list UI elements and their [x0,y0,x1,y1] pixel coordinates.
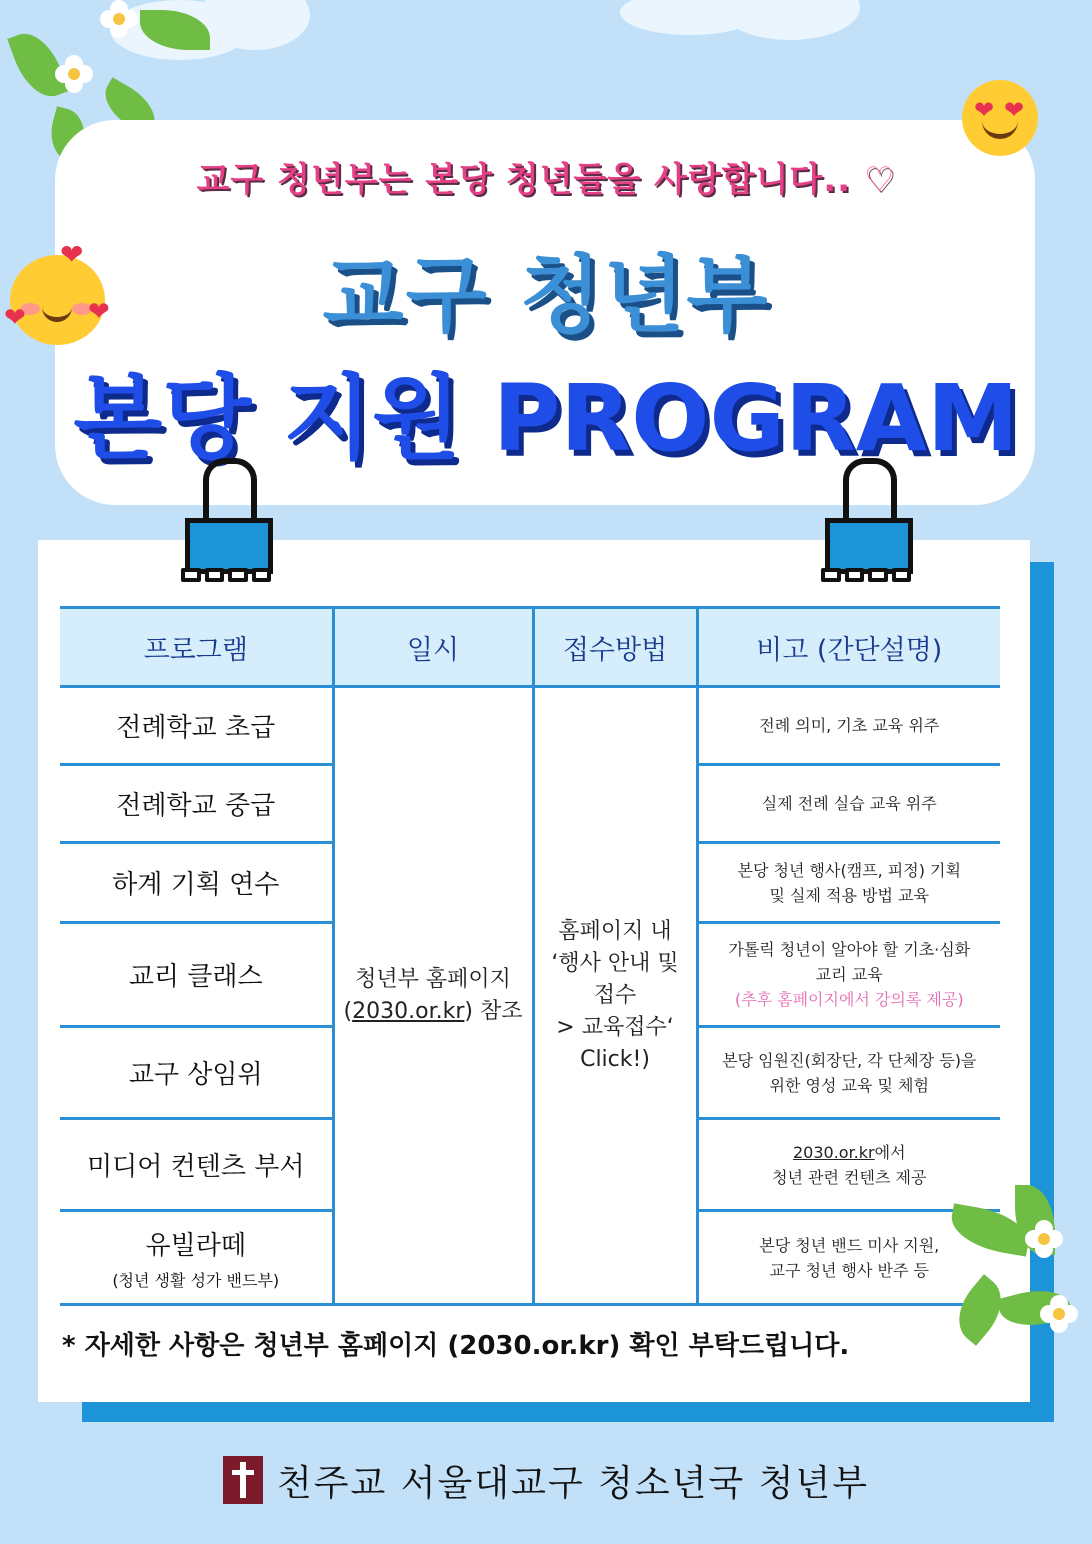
flower-decoration [1040,1295,1078,1333]
heart-eyes-emoji-icon: ❤ ❤ [962,80,1038,156]
flower-decoration [1025,1220,1063,1258]
registration-line: 접수 [593,982,637,1008]
registration-line: ‘행사 안내 및 [551,950,679,976]
program-note: 본당 임원진(회장단, 각 단체장 등)을 위한 영성 교육 및 체험 [697,1027,1000,1119]
program-name-cell [60,1211,333,1305]
program-name: 전례학교 초급 [60,687,333,765]
program-name: 교구 상임위 [60,1027,333,1119]
program-name: 교리 클래스 [60,923,333,1027]
program-name: 미디어 컨텐츠 부서 [60,1119,333,1211]
subtitle-text: 교구 청년부는 본당 청년들을 사랑합니다.. [196,160,852,200]
column-header-schedule: 일시 [333,608,533,687]
program-note: 본당 청년 밴드 미사 지원, 교구 청년 행사 반주 등 [697,1211,1000,1305]
header-subtitle [0,152,1092,201]
cloud-decoration [720,0,860,40]
footnote: * 자세한 사항은 청년부 홈페이지 (2030.or.kr) 확인 부탁드립니다. [62,1331,850,1361]
program-name: 전례학교 중급 [60,765,333,843]
registration-line: > 교육접수‘ [556,1014,674,1040]
homepage-link[interactable]: 2030.or.kr [792,1142,875,1162]
program-subname: (청년 생활 성가 밴드부) [112,1270,280,1290]
program-note: 가톨릭 청년이 알아야 할 기초·심화 교리 교육 (추후 홈페이지에서 강의록 제공) [697,923,1000,1027]
program-note: 실제 전례 실습 교육 위주 [697,765,1000,843]
footer [0,1450,1092,1510]
program-name: 하계 기획 연수 [60,843,333,923]
column-header-notes: 비고 (간단설명) [697,608,1000,687]
flower-decoration [55,55,93,93]
registration-cell [533,687,697,1305]
program-note: 2030.or.kr에서 청년 관련 컨텐츠 제공 [697,1119,1000,1211]
binder-clip-icon [821,458,911,583]
registration-line: Click!) [580,1046,650,1072]
program-table [60,606,1000,1306]
flower-decoration [100,0,138,38]
page-title-line2: 본당 지원 PROGRAM [73,365,1019,472]
schedule-link-line: (2030.or.kr) 참조 [343,998,523,1024]
page-title-line1: 교구 청년부 [322,246,770,344]
column-header-program: 프로그램 [60,608,333,687]
table-row [60,687,1000,765]
column-header-registration: 접수방법 [533,608,697,687]
table-header-row [60,608,1000,687]
cross-logo-icon [223,1456,263,1504]
schedule-text: 청년부 홈페이지 [355,966,511,992]
program-note: 전례 의미, 기초 교육 위주 [697,687,1000,765]
binder-clip-icon [181,458,271,583]
smiling-hearts-emoji-icon: ❤ ❤ ❤ [10,255,105,345]
program-note: 본당 청년 행사(캠프, 피정) 기획 및 실제 적용 방법 교육 [697,843,1000,923]
registration-line: 홈페이지 내 [558,918,672,944]
schedule-cell [333,687,533,1305]
organization-name: 천주교 서울대교구 청소년국 청년부 [277,1462,869,1504]
heart-icon: ♡ [863,160,896,200]
homepage-link[interactable]: 2030.or.kr [352,998,465,1024]
program-name: 유빌라떼 [145,1230,246,1261]
